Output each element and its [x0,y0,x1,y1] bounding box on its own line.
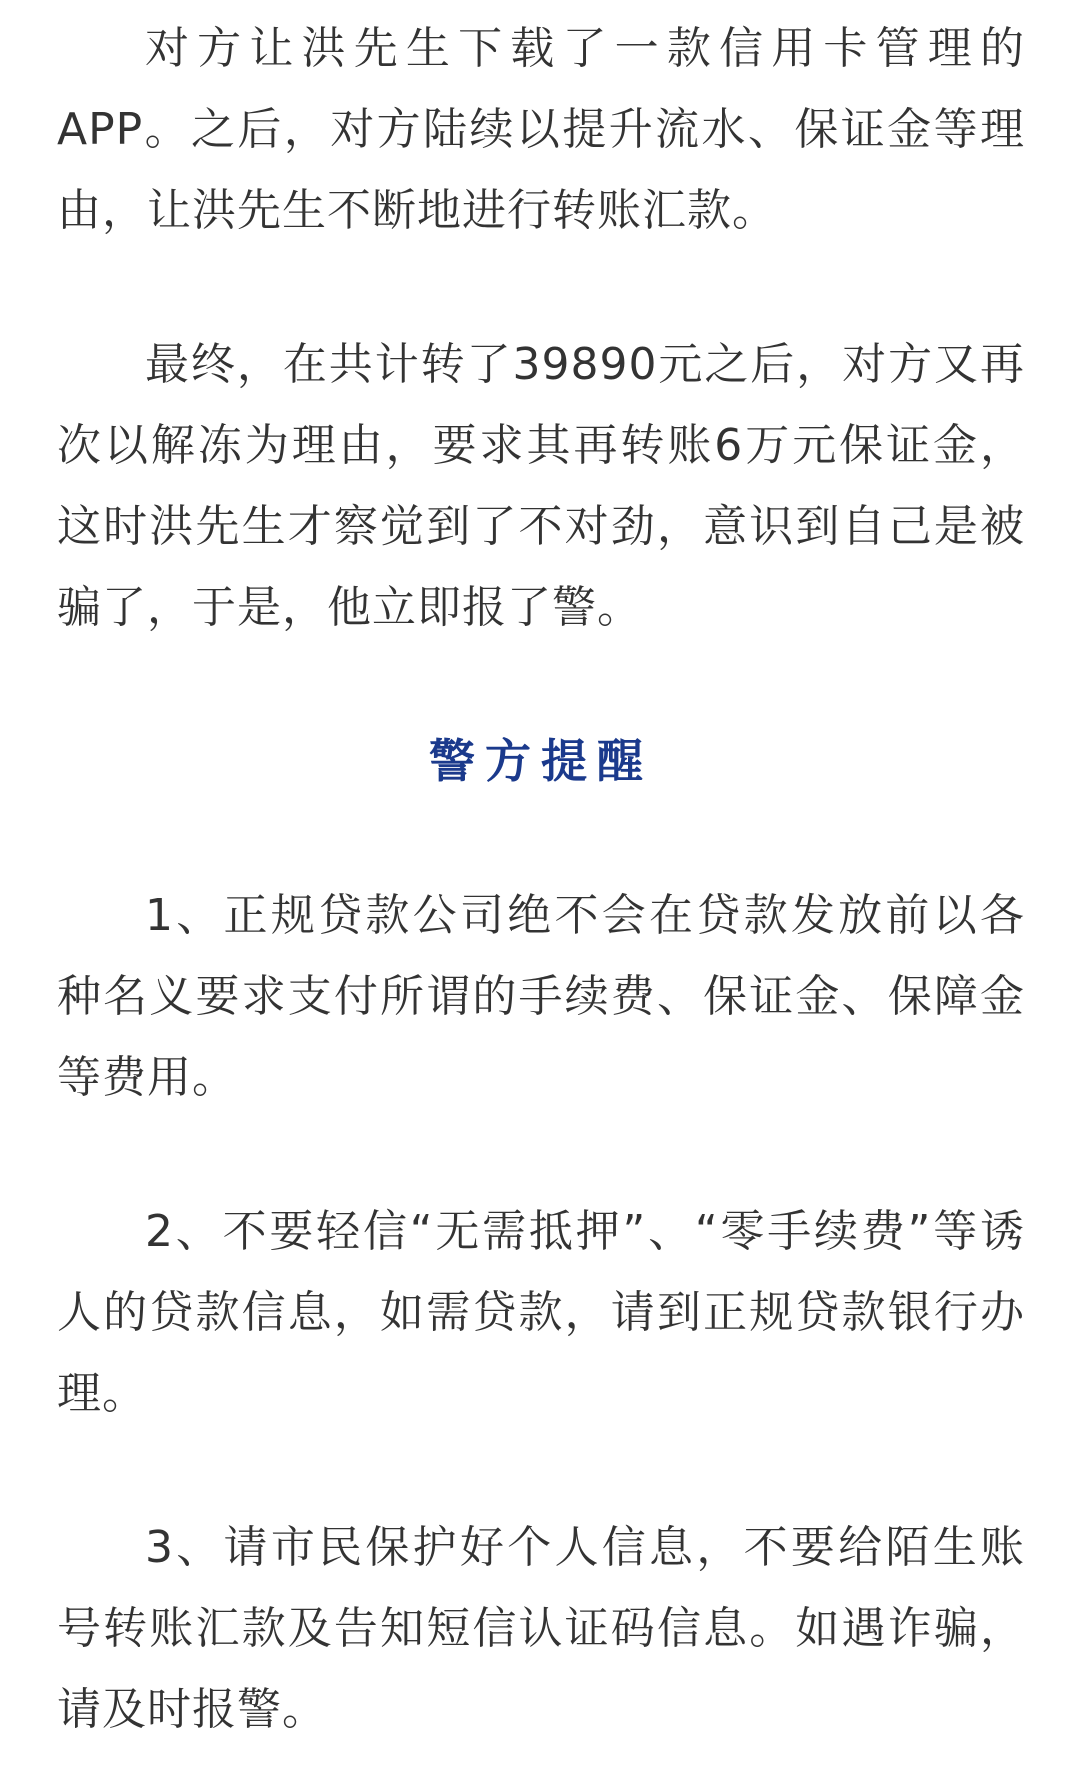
tip-paragraph-2: 2、不要轻信“无需抵押”、“零手续费”等诱人的贷款信息，如需贷款，请到正规贷款银行办理。 [57,1206,1025,1419]
paragraph-spacer [57,802,1025,875]
paragraph-spacer [57,648,1025,721]
tip-paragraph-1: 1、正规贷款公司绝不会在贷款发放前以各种名义要求支付所谓的手续费、保证金、保障金等费用。 [57,890,1025,1103]
tip-paragraph-3: 3、请市民保护好个人信息，不要给陌生账号转账汇款及告知短信认证码信息。如遇诈骗，请及时报警。 [57,1522,1025,1735]
paragraph-spacer [57,1434,1025,1507]
police-reminder-heading: 警方提醒 [429,734,653,788]
story-paragraph-2: 最终，在共计转了39890元之后，对方又再次以解冻为理由，要求其再转账6万元保证金，这时洪先生才察觉到了不对劲，意识到自己是被骗了，于是，他立即报了警。 [57,339,1025,633]
article-body [57,8,1025,1750]
story-paragraph-1: 对方让洪先生下载了一款信用卡管理的APP。之后，对方陆续以提升流水、保证金等理由，让洪先生不断地进行转账汇款。 [57,23,1025,236]
paragraph-spacer [57,251,1025,324]
paragraph-spacer [57,1118,1025,1191]
